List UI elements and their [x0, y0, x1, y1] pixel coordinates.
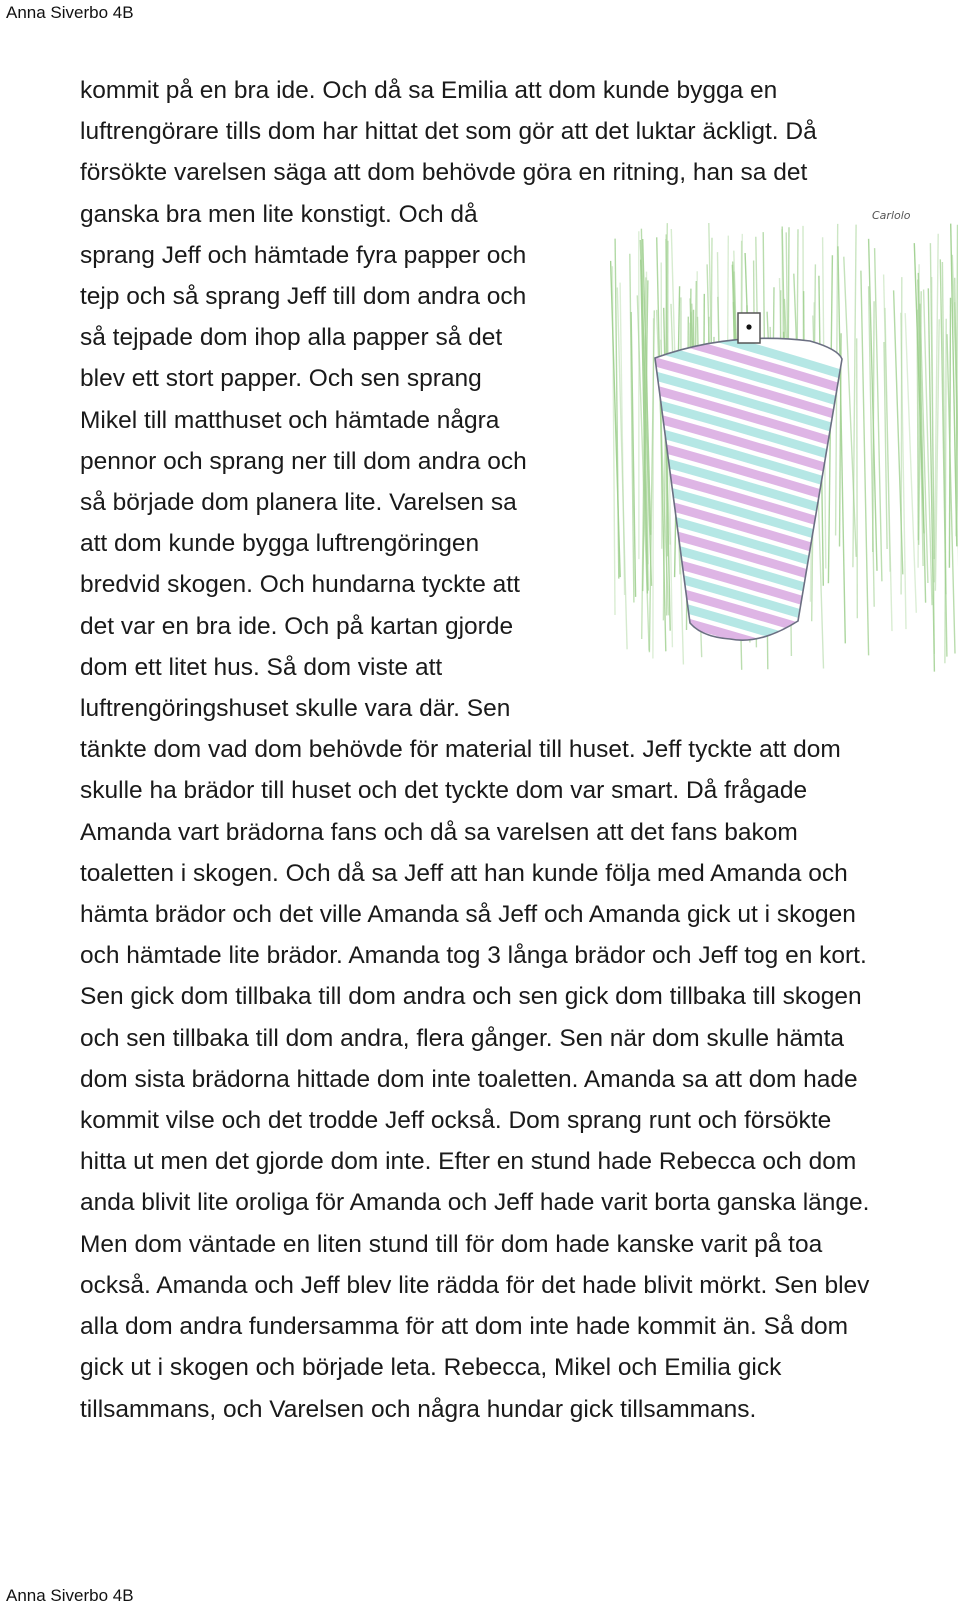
text-line: och sen tillbaka till dom andra, flera gånger. Sen när dom skulle hämta	[80, 1024, 845, 1052]
text-line: också. Amanda och Jeff blev lite rädda för det hade blivit mörkt. Sen blev	[80, 1271, 870, 1299]
text-line: så tejpade dom ihop alla papper så det	[80, 324, 503, 352]
text-line: dom sista brädorna hittade dom inte toaletten. Amanda sa att dom hade	[80, 1065, 858, 1093]
text-line: gick ut i skogen och började leta. Rebecca, Mikel och Emilia gick	[80, 1354, 782, 1382]
text-line: luftrengörare tills dom har hittat det som gör att det luktar äckligt. Då	[80, 118, 817, 146]
text-line: Mikel till matthuset och hämtade några	[80, 406, 500, 434]
text-line: alla dom andra fundersamma för att dom inte hade kommit än. Så dom	[80, 1313, 849, 1341]
text-line: ganska bra men lite konstigt. Och då	[80, 200, 478, 228]
text-line: skulle ha brädor till huset och det tyckte dom var smart. Då frågade	[80, 777, 808, 805]
text-line: kommit på en bra ide. Och då sa Emilia att dom kunde bygga en	[80, 77, 778, 104]
text-line: och hämtade lite brädor. Amanda tog 3 långa brädor och Jeff tog en kort.	[80, 942, 867, 970]
page-header-author: Anna Siverbo 4B	[6, 3, 134, 22]
text-line: Sen gick dom tillbaka till dom andra och sen gick dom tillbaka till skogen	[80, 983, 862, 1011]
text-line: bredvid skogen. Och hundarna tyckte att	[80, 571, 520, 599]
text-line: hitta ut men det gjorde dom inte. Efter en stund hade Rebecca och dom	[80, 1148, 857, 1176]
text-line: pennor och sprang ner till dom andra och	[80, 447, 527, 475]
text-line: toaletten i skogen. Och då sa Jeff att han kunde följa med Amanda och	[80, 859, 848, 887]
text-line: att dom kunde bygga luftrengöringen	[80, 530, 480, 558]
text-line: luftrengöringshuset skulle vara där. Sen	[80, 695, 511, 723]
text-line: det var en bra ide. Och på kartan gjorde	[80, 612, 514, 640]
text-line: kommit vilse och det trodde Jeff också. Dom sprang runt och försökte	[80, 1107, 832, 1135]
text-line: tänkte dom vad dom behövde för material till huset. Jeff tyckte att dom	[80, 736, 841, 764]
text-line: försökte varelsen säga att dom behövde göra en ritning, han sa det	[80, 159, 808, 187]
text-line: sprang Jeff och hämtade fyra papper och	[80, 241, 527, 269]
text-line: hämta brädor och det ville Amanda så Jeff och Amanda gick ut i skogen	[80, 901, 856, 929]
text-line: tejp och så sprang Jeff till dom andra och	[80, 283, 527, 311]
text-line: dom ett litet hus. Så dom viste att	[80, 653, 443, 681]
text-line: anda blivit lite oroliga för Amanda och Jeff hade varit borta ganska länge.	[80, 1189, 870, 1217]
air-purifier-drawing	[610, 203, 958, 675]
page-footer-author: Anna Siverbo 4B	[6, 1586, 134, 1605]
text-line: så började dom planera lite. Varelsen sa	[80, 489, 517, 517]
text-line: Men dom väntade en liten stund till för dom hade kanske varit på toa	[80, 1230, 823, 1258]
text-line: blev ett stort papper. Och sen sprang	[80, 365, 482, 393]
text-line: Amanda vart brädorna fans och då sa varelsen att det fans bakom	[80, 818, 798, 846]
drawing-label: Carlolo	[872, 209, 911, 222]
text-line: tillsammans, och Varelsen och några hundar gick tillsammans.	[80, 1395, 757, 1423]
